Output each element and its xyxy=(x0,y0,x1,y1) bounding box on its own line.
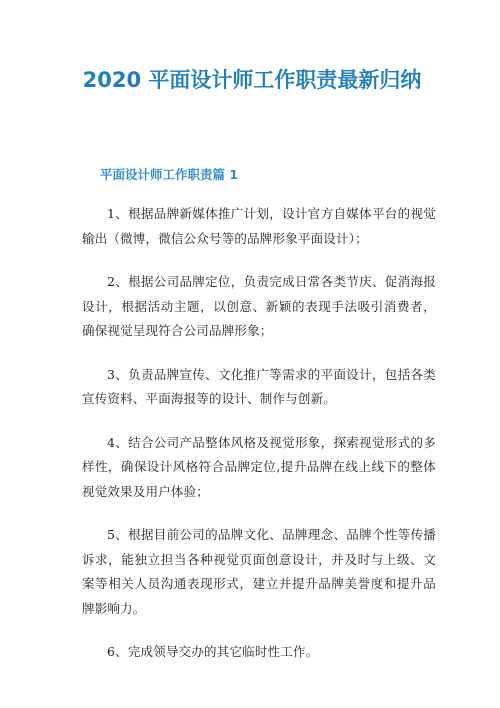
duty-item-5: 5、根据目前公司的品牌文化、品牌理念、品牌个性等传播诉求，能独立担当各种视觉页面创意设计，并及时与上级、文案等相关人员沟通表现形式，建立并提升品牌美誉度和提升品牌影响力。 xyxy=(82,527,436,616)
duty-item-1: 1、根据品牌新媒体推广计划，设计官方自媒体平台的视觉输出（微博，微信公众号等的品牌形象平面设计）； xyxy=(82,206,436,246)
duty-item-6: 6、完成领导交办的其它临时性工作。 xyxy=(107,644,319,659)
duty-item-3: 3、负责品牌宣传、文化推广等需求的平面设计，包括各类宣传资料、平面海报等的设计、制作与创新。 xyxy=(82,366,436,406)
section-heading: 平面设计师工作职责篇 1 xyxy=(100,167,239,182)
duty-list xyxy=(82,202,436,665)
duty-item-2: 2、根据公司品牌定位，负责完成日常各类节庆、促消海报设计，根据活动主题，以创意、新颖的表现手法吸引消费者，确保视觉呈现符合公司品牌形象； xyxy=(82,274,436,338)
document-title: 2020 平面设计师工作职责最新归纳 xyxy=(82,68,422,92)
duty-item-4: 4、结合公司产品整体风格及视觉形象，探索视觉形式的多样性，确保设计风格符合品牌定位,提升品牌在线上线下的整体视觉效果及用户体验； xyxy=(82,434,436,499)
